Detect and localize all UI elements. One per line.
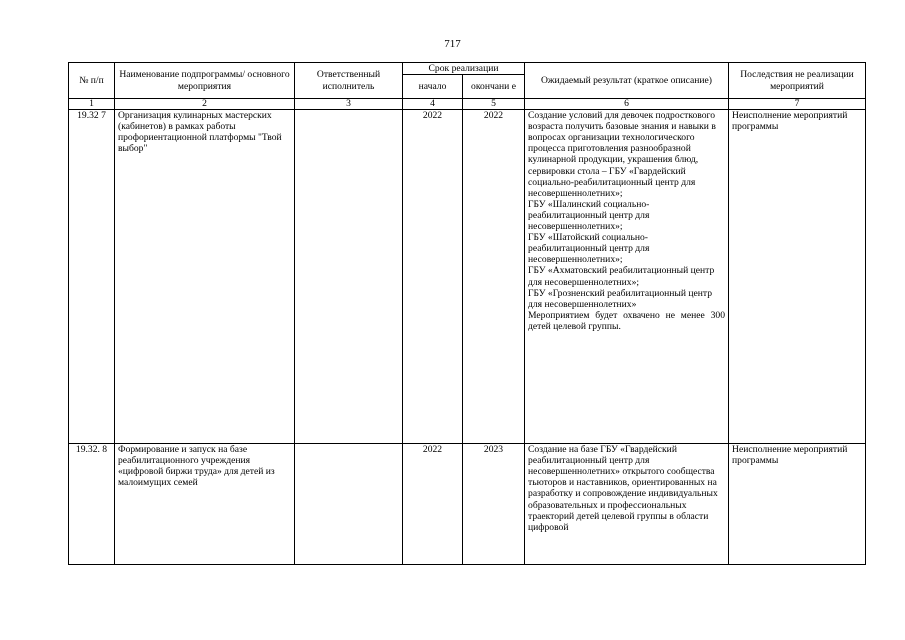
header-result: Ожидаемый результат (краткое описание) [525, 63, 729, 99]
table-row [69, 444, 866, 565]
row-number: 19.32 7 [69, 110, 115, 444]
header-executor: Ответственный исполнитель [295, 63, 403, 99]
row-number: 19.32. 8 [69, 444, 115, 565]
column-numbers-row [69, 99, 866, 110]
result-paragraph: ГБУ «Шатойский социально-реабилитационный центр для несовершеннолетних»; [528, 232, 650, 266]
row-name: Формирование и запуск на базе реабилитационного учреждения «цифровой биржи труда» для детей из малоимущих семей [115, 444, 295, 565]
row-result [525, 444, 729, 565]
header-end: окончани е [463, 75, 525, 99]
row-consequences: Неисполнение мероприятий программы [729, 444, 866, 565]
row-start-year: 2022 [403, 444, 463, 565]
row-name: Организация кулинарных мастерских (кабинетов) в рамках работы профориентационной платформы "Твой выбор" [115, 110, 295, 444]
header-num: № п/п [69, 63, 115, 99]
column-number: 4 [403, 99, 463, 110]
header-name: Наименование подпрограммы/ основного мероприятия [115, 63, 295, 99]
row-end-year: 2022 [463, 110, 525, 444]
result-paragraph: ГБУ «Грозненский реабилитационный центр для несовершеннолетних» [528, 287, 713, 310]
result-paragraph: ГБУ «Шалинский социально-реабилитационный центр для несовершеннолетних»; [528, 198, 650, 233]
row-executor [295, 444, 403, 565]
program-table [68, 62, 866, 565]
result-paragraph: ГБУ «Ахматовский реабилитационный центр для несовершеннолетних»; [528, 265, 715, 288]
table-header [69, 63, 866, 110]
header-consequences: Последствия не реализации мероприятий [729, 63, 866, 99]
result-paragraph: Мероприятием будет охвачено не менее 300 детей целевой группы. [528, 309, 726, 332]
result-paragraph: Создание условий для девочек подросткового возраста получить базовые знания и навыки в вопросах организации технологического процесса приготовления разнообразной кулинарной продукции, украшения блюд, сервировки стола – ГБУ «Гвардейский социально-реабилитационный центр для несовершеннолетних»; [528, 110, 716, 199]
row-end-year: 2023 [463, 444, 525, 565]
column-number: 3 [295, 99, 403, 110]
row-consequences: Неисполнение мероприятий программы [729, 110, 866, 444]
result-paragraph: Создание на базе ГБУ «Гвардейский реабилитационный центр для несовершеннолетних» открытого сообщества тьюторов и наставников, ориентированных на разработку и сопровождение индивидуальных образовательных и профессиональных траекторий детей целевой группы в области цифровой [528, 444, 718, 533]
column-number: 7 [729, 99, 866, 110]
row-result [525, 110, 729, 444]
header-start: начало [403, 75, 463, 99]
page-number: 717 [444, 38, 461, 50]
column-number: 6 [525, 99, 729, 110]
column-number: 5 [463, 99, 525, 110]
row-start-year: 2022 [403, 110, 463, 444]
header-term: Срок реализации [403, 63, 525, 75]
column-number: 2 [115, 99, 295, 110]
table-row [69, 110, 866, 444]
column-number: 1 [69, 99, 115, 110]
row-executor [295, 110, 403, 444]
